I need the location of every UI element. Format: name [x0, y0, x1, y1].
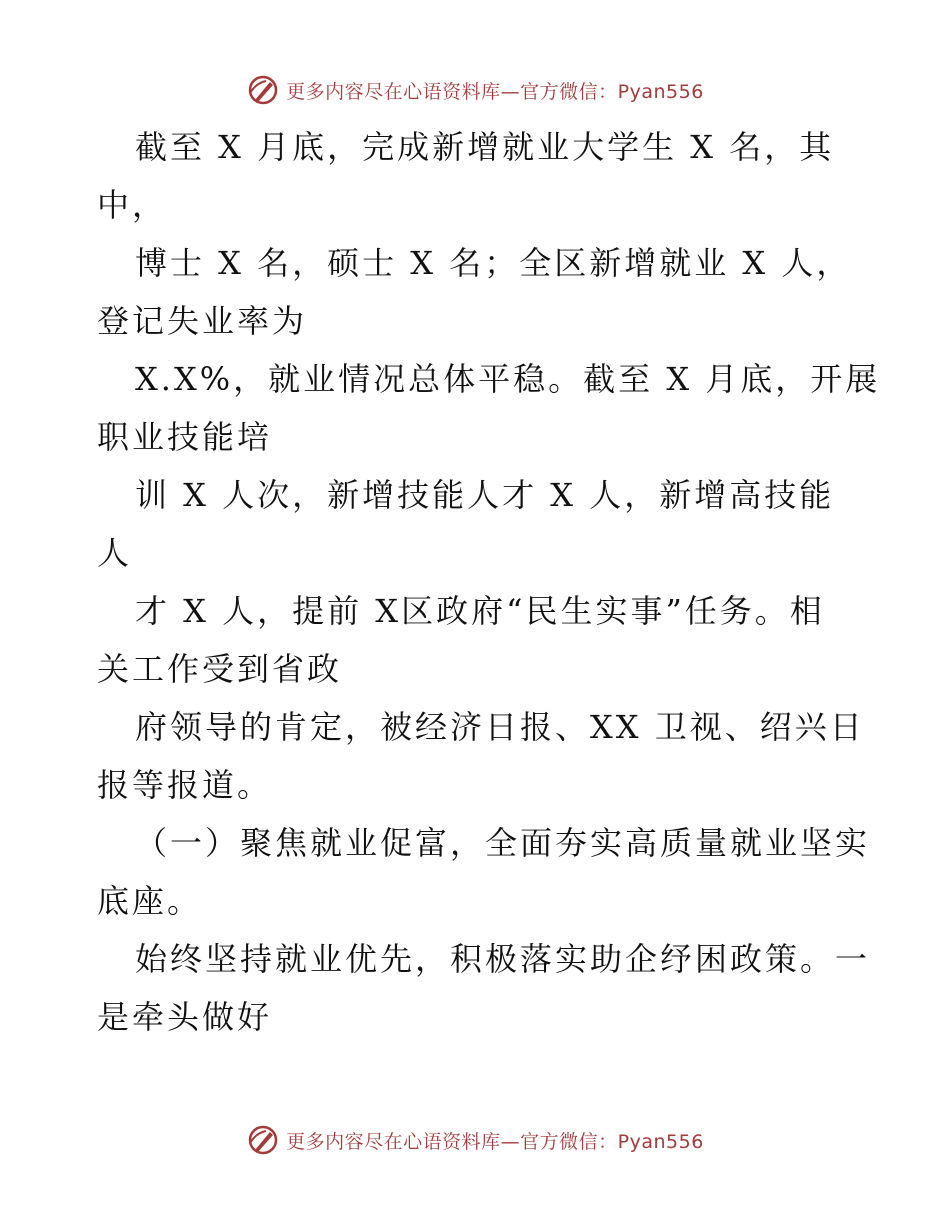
text-line: 始终坚持就业优先，积极落实助企纾困政策。一: [135, 940, 871, 978]
text-line: 人: [97, 534, 133, 572]
text-line: 关工作受到省政: [97, 650, 343, 688]
pen-logo-icon: [246, 1123, 280, 1157]
text-line: 底座。: [97, 882, 203, 920]
text-line: 是牵头做好: [97, 998, 273, 1036]
document-body: [97, 118, 881, 1046]
text-line: 才 X 人，提前 X区政府“民生实事”任务。相: [135, 592, 825, 630]
footer-watermark: [0, 1120, 950, 1160]
section-heading: （一）聚焦就业促富，全面夯实高质量就业坚实: [135, 824, 871, 862]
text-line: 博士 X 名，硕士 X 名；全区新增就业 X 人，: [135, 244, 852, 282]
text-line: 训 X 人次，新增技能人才 X 人，新增高技能: [135, 476, 835, 514]
header-watermark: [0, 70, 950, 110]
watermark-text: 更多内容尽在心语资料库—官方微信：Pyan556: [286, 1130, 704, 1153]
watermark-text: 更多内容尽在心语资料库—官方微信：Pyan556: [286, 80, 704, 103]
text-line: 中，: [97, 186, 168, 224]
text-line: 登记失业率为: [97, 302, 308, 340]
text-line: 府领导的肯定，被经济日报、XX 卫视、绍兴日: [135, 708, 865, 746]
text-line: 职业技能培: [97, 418, 273, 456]
text-line: 报等报道。: [97, 766, 273, 804]
text-line: 截至 X 月底，完成新增就业大学生 X 名，其: [135, 128, 835, 166]
text-line: X.X%，就业情况总体平稳。截至 X 月底，开展: [135, 360, 881, 398]
pen-logo-icon: [246, 73, 280, 107]
